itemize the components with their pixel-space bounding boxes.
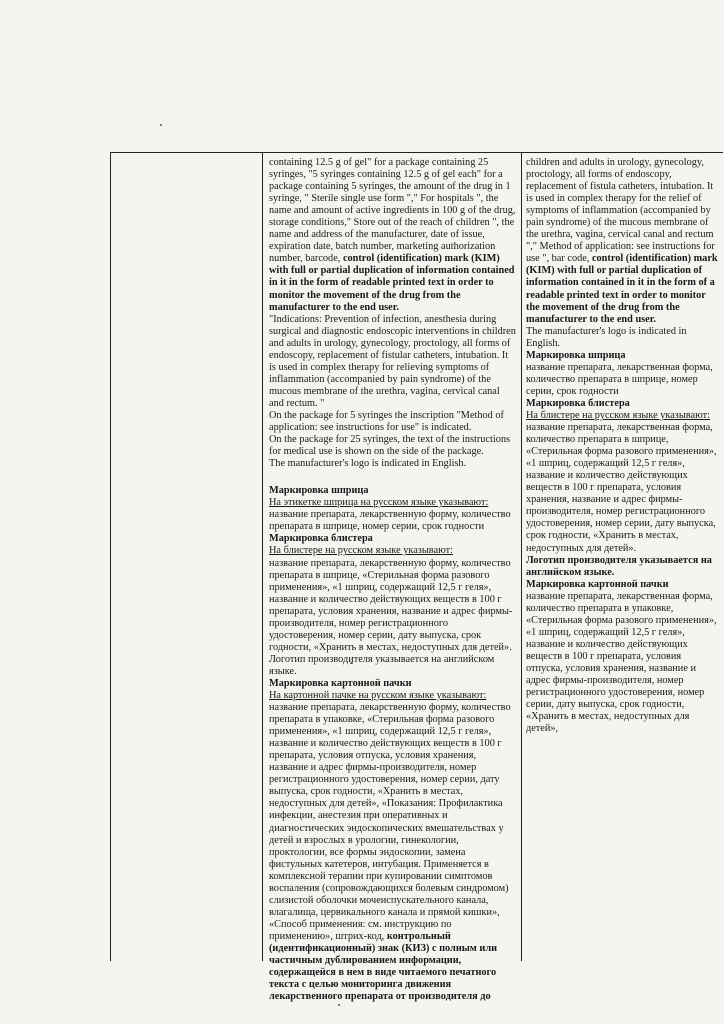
paragraph bbox=[269, 702, 517, 1003]
paragraph bbox=[526, 350, 718, 362]
paragraph bbox=[526, 555, 718, 579]
paragraph bbox=[269, 654, 517, 678]
paragraph bbox=[269, 458, 517, 470]
underlined-heading: На картонной пачке на русском языке указывают: bbox=[269, 690, 487, 702]
paragraph bbox=[269, 410, 517, 434]
underlined-heading: На блистере на русском языке указывают: bbox=[526, 409, 711, 421]
paragraph bbox=[269, 690, 517, 702]
paragraph bbox=[269, 558, 517, 654]
bold-text: Логотип производителя указывается на английском языке. bbox=[526, 554, 712, 578]
bold-text: Маркировка картонной пачки bbox=[269, 677, 412, 689]
body-text: название препарата, лекарственная форма, количество препарата в шприце, номер серии, срок годности bbox=[526, 361, 713, 397]
right-column-text bbox=[526, 157, 718, 735]
paragraph bbox=[269, 157, 517, 314]
middle-column-text bbox=[269, 157, 517, 1003]
paragraph bbox=[526, 326, 718, 350]
paragraph bbox=[269, 497, 517, 509]
bold-text: control (identification) mark (KIM) with full or partial duplication of information contained in it in the form of a readable printed text in order to monitor the movement of the drug from the manufacturer to the end user. bbox=[526, 253, 718, 325]
paragraph bbox=[526, 591, 718, 736]
body-text: название препарата, лекарственную форму, количество препарата в шприце, номер серии, срок годности bbox=[269, 509, 511, 533]
body-text: название препарата, лекарственную форму, количество препарата в шприце, «Стерильная форма разового применения», «1 шприц, содержащий 12,5 г геля», название и количество действующих веществ в 100 г препарата, условия хранения, название и адрес фирмы-производителя, номер регистрационного удостоверения, номер серии, дату выпуска, срок годности, «Хранить в местах, недоступных для детей». bbox=[269, 557, 513, 653]
paragraph bbox=[526, 362, 718, 398]
bold-text: контрольный (идентификационный) знак (КИЗ) с полным или частичным дублированием информации, содержащейся в нем в виде читаемого печатного текста с целью мониторинга движения лекарственного препарата от производителя до bbox=[269, 930, 498, 1003]
paragraph-gap bbox=[269, 470, 517, 485]
paragraph bbox=[269, 509, 517, 533]
underlined-heading: На этикетке шприца на русском языке указывают: bbox=[269, 497, 489, 509]
bold-text: Маркировка блистера bbox=[526, 397, 630, 409]
body-text: Логотип производителя указывается на английском языке. bbox=[269, 653, 495, 677]
body-text: "Indications: Prevention of infection, anesthesia during surgical and diagnostic endoscopic interventions in children and adults in urology, gynecology, proctology, all forms of endoscopy, replacement of fistular catheters, intubation. It is used in complex therapy for relieving symptoms of inflammation (accompanied by pain syndrome) of the mucous membrane of the urethra, vagina, cervical canal and rectum. " bbox=[269, 313, 516, 409]
paragraph bbox=[526, 398, 718, 410]
underlined-heading: На блистере на русском языке указывают: bbox=[269, 545, 454, 557]
body-text: On the package for 5 syringes the inscription "Method of application: see instructions for use" is indicated. bbox=[269, 409, 504, 434]
body-text: The manufacturer's logo is indicated in English. bbox=[269, 458, 467, 470]
body-text: название препарата, лекарственная форма, количество препарата в шприце, «Стерильная форма разового применения», «1 шприц, содержащий 12,5 г геля», название и количество действующих веществ в 100 г препарата, условия хранения, название и адрес фирмы-производителя, номер регистрационного удостоверения, номер серии, дату выпуска, срок годности, «Хранить в местах, недоступных для детей». bbox=[526, 422, 717, 554]
body-text: containing 12.5 g of gel" for a package containing 25 syringes, "5 syringes containing 12.5 g of gel each" for a package containing 5 syringes, the amount of the drug in 1 syringe, " Sterile single use form "," For hospitals ", the name and amount of active ingredients in 100 g of the drug, storage conditions," Store out of the reach of children ", the name and address of the manufacturer, date of issue, expiration date, batch number, marketing authorization number, barcode, bbox=[269, 157, 516, 265]
table-divider-right bbox=[521, 153, 522, 961]
body-text: название препарата, лекарственная форма, количество препарата в упаковке, «Стерильная форма разового применения», «1 шприц, содержащий 12,5 г геля», название и количество действующих веществ в 100 г препарата, условия отпуска, условия хранения, название и адрес фирмы-производителя, номер регистрационного удостоверения, номер серии, дату выпуска, срок годности, «Хранить в местах, недоступных для детей», bbox=[526, 590, 717, 735]
paragraph bbox=[269, 678, 517, 690]
body-text: название препарата, лекарственную форму, количество препарата в упаковке, «Стерильная форма разового применения», «1 шприц, содержащий 12,5 г геля», название и количество действующих веществ в 100 г препарата, условия отпуска, условия хранения, название и адрес фирмы-производителя, номер регистрационного удостоверения, номер серии, дату выпуска, срок годности, «Хранить в местах, недоступных для детей», «Показания: Профилактика инфекции, анестезия при оперативных и диагностических эндоскопических вмешательствах у детей и взрослых в урологии, гинекологии, проктологии, все формы эндоскопии, замена фистульных катетеров, интубация. Применяется в комплексной терапии при купировании симптомов воспаления (сопровождающихся болевым синдромом) слизистой оболочки мочеиспускательного канала, влагалища, цервикального канала и прямой кишки», «Способ применения: см. инструкцию по применению», штрих-код, bbox=[269, 702, 511, 942]
paragraph bbox=[269, 314, 517, 410]
bold-text: Маркировка картонной пачки bbox=[526, 578, 669, 590]
scan-speck bbox=[160, 124, 162, 126]
paragraph bbox=[269, 485, 517, 497]
scan-speck bbox=[338, 1004, 340, 1006]
paragraph bbox=[269, 545, 517, 557]
bold-text: control (identification) mark (KIM) with full or partial duplication of information contained in it in the form of readable printed text in order to monitor the movement of the drug from the manufacturer to the end user. bbox=[269, 253, 515, 313]
body-text: children and adults in urology, gynecology, proctology, all forms of endoscopy, replacement of fistula catheters, intubation. It is used in complex therapy for the relief of symptoms of inflammation (accompanied by pain syndrome) of the mucous membrane of the urethra, vagina, cervical canal and rectum "," Method of application: see instructions for use ", bar code, bbox=[526, 157, 715, 265]
bold-text: Маркировка блистера bbox=[269, 533, 373, 545]
paragraph bbox=[269, 434, 517, 458]
paragraph bbox=[526, 157, 718, 326]
table-divider-left bbox=[262, 153, 263, 961]
body-text: The manufacturer's logo is indicated in English. bbox=[526, 325, 687, 349]
paragraph bbox=[526, 579, 718, 591]
bold-text: Маркировка шприца bbox=[526, 349, 626, 361]
paragraph bbox=[269, 533, 517, 545]
document-table bbox=[110, 152, 723, 1003]
bold-text: Маркировка шприца bbox=[269, 485, 369, 497]
paragraph bbox=[526, 410, 718, 422]
paragraph bbox=[526, 422, 718, 555]
body-text: On the package for 25 syringes, the text of the instructions for medical use is shown on the side of the package. bbox=[269, 434, 511, 458]
